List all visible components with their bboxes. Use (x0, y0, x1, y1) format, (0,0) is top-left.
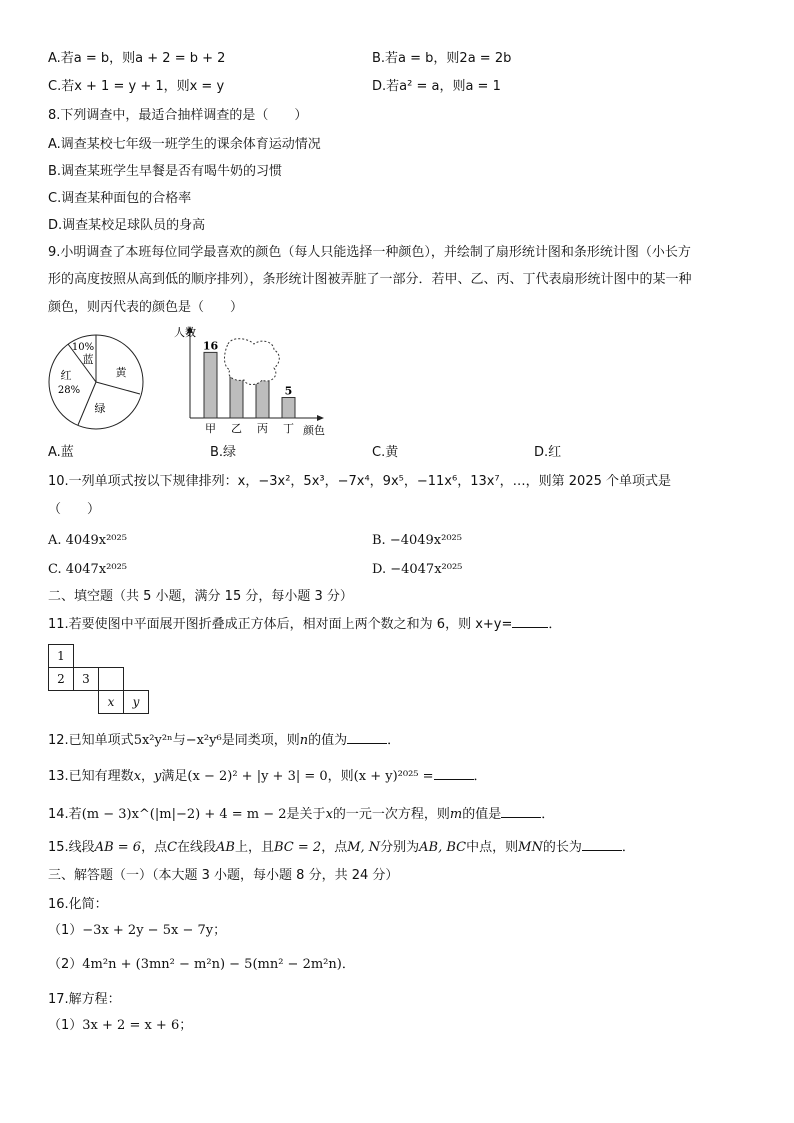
pie-red-label: 红 (60, 369, 72, 382)
q12-tail: 的值为 (308, 733, 348, 748)
q15-t7: 中点，则 (466, 840, 519, 855)
q9-option-c: C.黄 (372, 445, 399, 460)
q16-p2-label: （2） (48, 957, 83, 972)
net-cell-y: y (124, 691, 149, 714)
q13-post: 满足 (161, 769, 188, 784)
q14-var2: m (449, 807, 463, 822)
bar-chart (170, 322, 335, 440)
q12-blank (347, 731, 387, 744)
pie-yellow-label: 黄 (115, 366, 127, 379)
bar-category-2: 乙 (231, 422, 242, 435)
q13-end: ． (473, 769, 487, 784)
bar-xlabel: 颜色 (303, 424, 325, 437)
q13: 13.已知有理数x，y满足(x − 2)² + |y + 3| = 0，则(x + y)²⁰²⁵ = ． (48, 769, 487, 784)
bar-label-first: 16 (202, 339, 219, 353)
pie-red-pct: 28% (57, 385, 81, 396)
q13-then: ，则 (327, 769, 354, 784)
bar-category-4: 丁 (283, 422, 294, 435)
net-cell-2: 2 (49, 668, 74, 691)
pie-blue-label: 蓝 (82, 353, 94, 366)
q15-ab2: AB (216, 840, 235, 855)
q10-option-b: B. −4049x²⁰²⁵ (372, 533, 462, 548)
q16-p1-expr: −3x + 2y − 5x − 7y (82, 923, 214, 938)
q12-mid: 与 (172, 733, 186, 748)
q12-monomial-2: −x²y⁶ (185, 733, 222, 748)
q14-equation: (m − 3)x^(|m|−2) + 4 = m − 2 (81, 807, 287, 822)
pie-blue-pct: 10% (71, 342, 95, 353)
section-3-heading: 三、解答题（一）（本大题 3 小题，每小题 8 分，共 24 分） (48, 868, 399, 883)
pie-green-label: 绿 (94, 402, 106, 415)
bar-ylabel: 人数 (174, 326, 196, 339)
q14-post: 的一元一次方程，则 (332, 807, 450, 822)
q12-end: ． (387, 733, 401, 748)
q16-p2-end: ． (341, 957, 355, 972)
q17-part1 (48, 1017, 192, 1035)
bar-category-1: 甲 (205, 422, 216, 435)
q15-mn: M, N (347, 840, 381, 855)
q15-mn2: MN (518, 840, 543, 855)
q12-post: 是同类项，则 (221, 733, 300, 748)
bar-1 (204, 352, 217, 418)
bar-4 (282, 398, 295, 419)
q7-option-d: D.若a² = a，则a = 1 (372, 79, 501, 94)
q16-p2-expr: 4m²n + (3mn² − m²n) − 5(mn² − 2m²n) (82, 957, 342, 972)
q14 (48, 805, 554, 824)
q16-part1 (48, 922, 226, 940)
q9-option-b: B.绿 (210, 445, 237, 460)
q13-blank (434, 767, 474, 780)
q8-option-a: A.调查某校七年级一班学生的课余体育运动情况 (48, 137, 321, 152)
q15-abbc: AB, BC (419, 840, 467, 855)
q12-var: n (299, 733, 309, 748)
q13-condition: (x − 2)² + |y + 3| = 0 (187, 769, 328, 784)
q11-end: ． (548, 617, 562, 632)
q17-title: 17.解方程： (48, 992, 121, 1007)
section-2-heading: 二、填空题（共 5 小题，满分 15 分，每小题 3 分） (48, 589, 353, 604)
q15-t8: 的长为 (542, 840, 582, 855)
q9-stem-line2: 形的高度按照从高到低的顺序排列），条形统计图被弄脏了一部分．若甲、乙、丙、丁代表扇形统计图中的某一种 (48, 272, 692, 287)
q17-p1-expr: 3x + 2 = x + 6 (82, 1018, 180, 1033)
q13-pre: 13.已知有理数 (48, 769, 134, 784)
q16-p1-end: ； (213, 923, 227, 938)
pie-chart (46, 332, 146, 432)
q10-option-d: D. −4047x²⁰²⁵ (372, 562, 463, 577)
q12-pre: 12.已知单项式 (48, 733, 134, 748)
q15-t3: 在线段 (177, 840, 217, 855)
q14-var: x (325, 807, 333, 822)
q12 (48, 731, 400, 750)
q16-part2 (48, 956, 355, 974)
q15-blank (582, 838, 622, 851)
q15 (48, 838, 635, 857)
q14-pre: 14.若 (48, 807, 82, 822)
q9-stem-line3: 颜色，则丙代表的颜色是（ ） (48, 300, 244, 315)
q12-monomial-1: 5x²y²ⁿ (133, 733, 173, 748)
q10-option-c: C. 4047x²⁰²⁵ (48, 562, 128, 577)
q7-option-b: B.若a = b，则2a = 2b (372, 51, 512, 66)
q15-bc: BC = 2 (274, 840, 322, 855)
q14-mid: 是关于 (286, 807, 326, 822)
q15-t4: 上，且 (235, 840, 275, 855)
q7-option-a: A.若a = b，则a + 2 = b + 2 (48, 51, 226, 66)
bar-category-3: 丙 (257, 422, 268, 435)
bar-x-arrow (317, 415, 324, 421)
q9-option-d: D.红 (534, 445, 562, 460)
bar-2 (230, 377, 243, 418)
q13-mid: ， (141, 769, 155, 784)
q17-p1-end: ； (179, 1018, 193, 1033)
q11-blank (512, 615, 548, 628)
bar-label-last: 5 (284, 384, 293, 398)
q16-p1-label: （1） (48, 923, 83, 938)
q10-stem: 10.一列单项式按以下规律排列：x，−3x²，5x³，−7x⁴，9x⁵，−11x⁶，13x⁷，…，则第 2025 个单项式是 (48, 474, 671, 489)
q11-stem (48, 615, 561, 634)
q15-c: C (167, 840, 178, 855)
q15-t6: 分别为 (380, 840, 420, 855)
net-cell-1: 1 (49, 645, 74, 668)
q8-option-b: B.调查某班学生早餐是否有喝牛奶的习惯 (48, 164, 283, 179)
net-cell-empty (99, 668, 124, 691)
q17-p1-label: （1） (48, 1018, 83, 1033)
q10-paren: （ ） (48, 502, 101, 517)
q11-text: 11.若要使图中平面展开图折叠成正方体后，相对面上两个数之和为 6，则 x+y= (48, 617, 513, 632)
q7-option-c: C.若x + 1 = y + 1，则x = y (48, 79, 225, 94)
net-cell-x: x (99, 691, 124, 714)
net-cell-3: 3 (74, 668, 99, 691)
cube-net (48, 644, 149, 714)
q13-expression: (x + y)²⁰²⁵ = (353, 769, 434, 784)
q14-tail: 的值是 (462, 807, 502, 822)
q15-ab: AB = 6 (94, 840, 142, 855)
q15-end: ． (621, 840, 635, 855)
smudge-cloud (225, 339, 280, 385)
q15-t2: ，点 (141, 840, 168, 855)
q9-option-a: A.蓝 (48, 445, 74, 460)
q8-stem: 8.下列调查中，最适合抽样调查的是（ ） (48, 108, 308, 123)
q9-stem-line1: 9.小明调查了本班每位同学最喜欢的颜色（每人只能选择一种颜色），并绘制了扇形统计图和条形统计图（小长方 (48, 245, 691, 260)
q15-t5: ，点 (321, 840, 348, 855)
q8-option-c: C.调查某种面包的合格率 (48, 191, 192, 206)
q8-option-d: D.调查某校足球队员的身高 (48, 218, 206, 233)
q14-blank (501, 805, 541, 818)
q14-end: ． (541, 807, 555, 822)
q16-title: 16.化简： (48, 897, 108, 912)
q15-t1: 15.线段 (48, 840, 95, 855)
q10-option-a: A. 4049x²⁰²⁵ (48, 533, 127, 548)
